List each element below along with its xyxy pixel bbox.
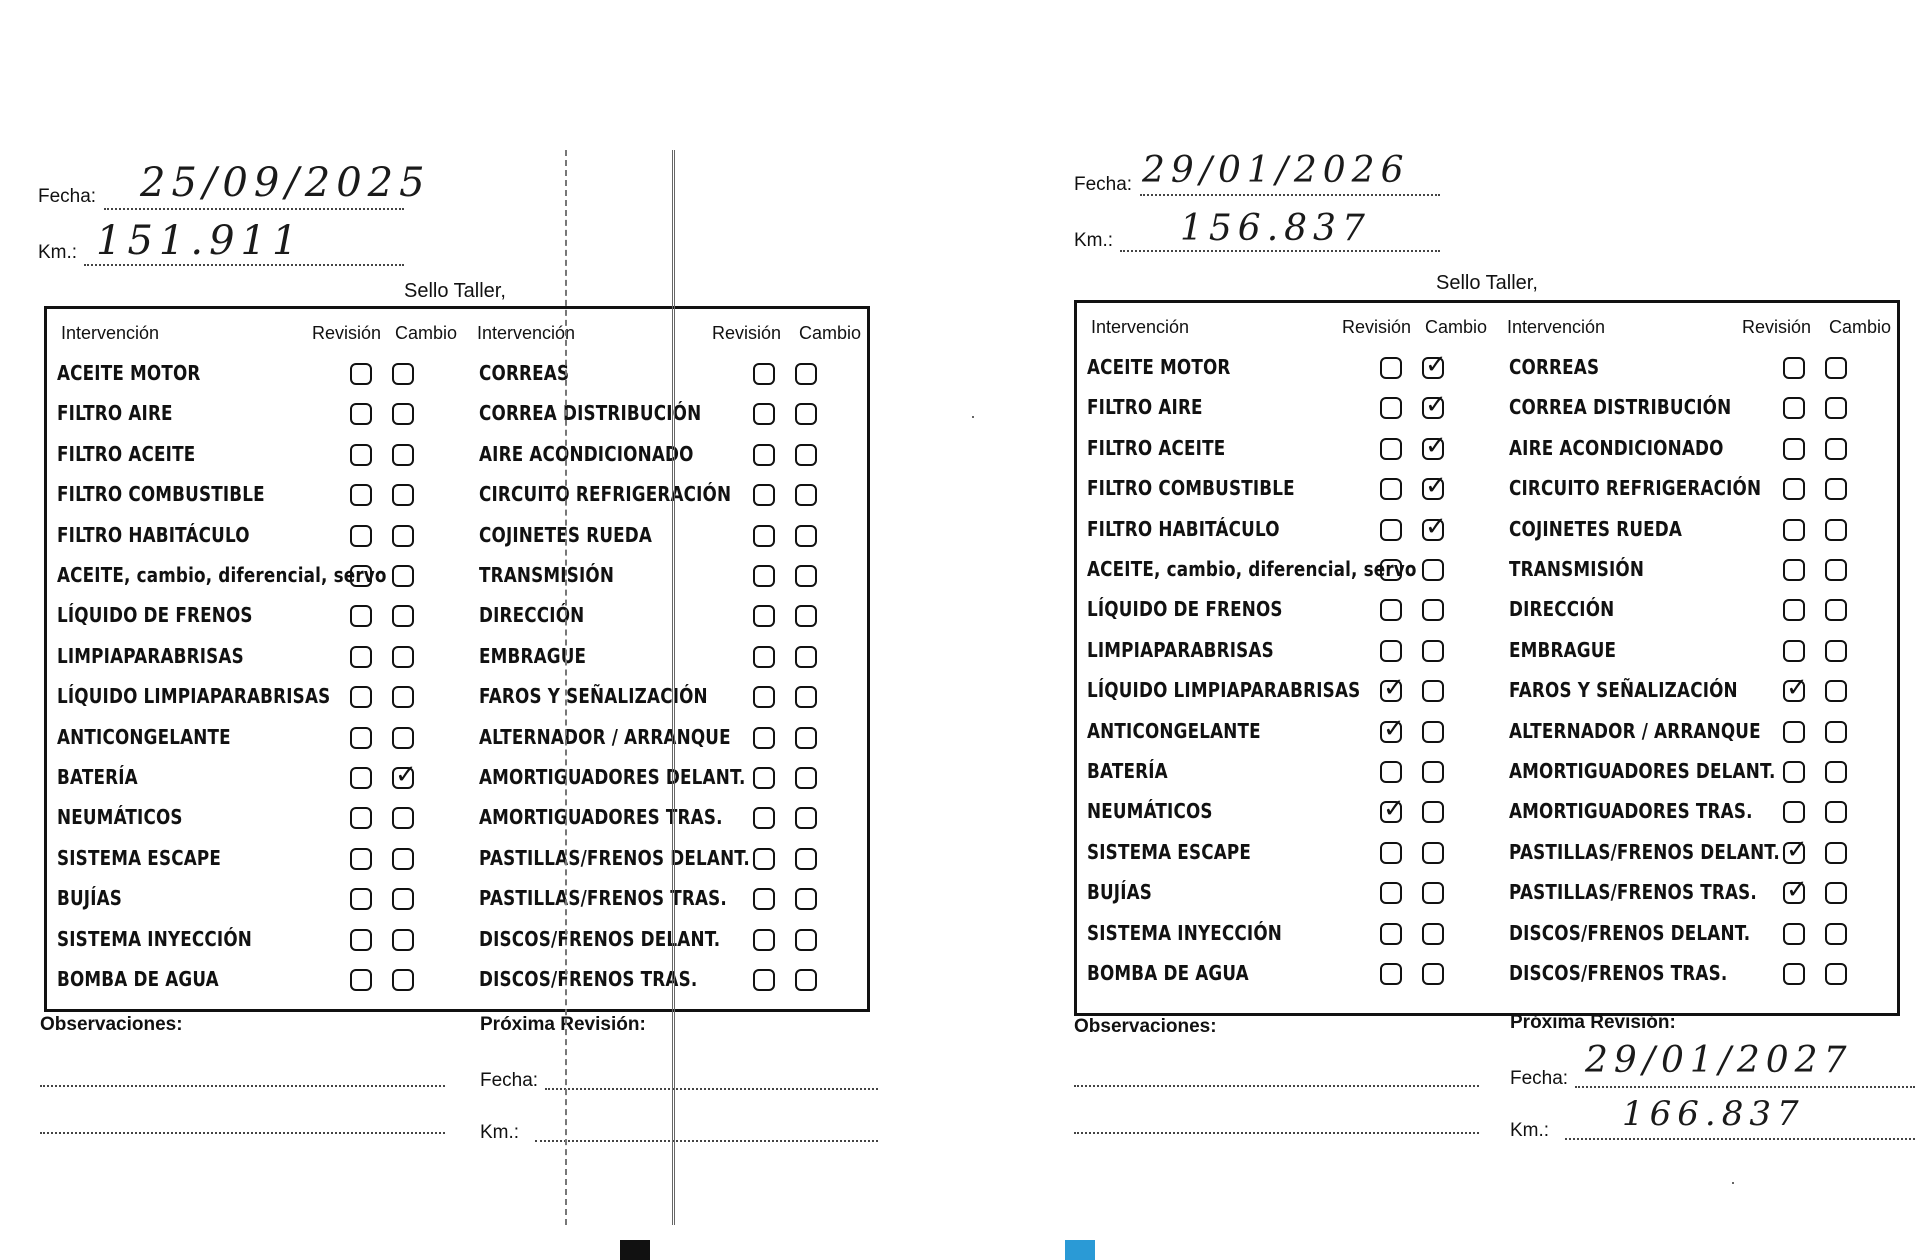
- item-label: LIMPIAPARABRISAS: [57, 643, 244, 668]
- revision-checkbox[interactable]: [1783, 599, 1805, 621]
- checklist-row: [1077, 757, 1897, 789]
- cambio-checkbox[interactable]: [1825, 438, 1847, 460]
- cambio-checkbox[interactable]: [795, 403, 817, 425]
- item-label: AIRE ACONDICIONADO: [1509, 435, 1724, 460]
- revision-checkbox[interactable]: [753, 929, 775, 951]
- cambio-checkbox[interactable]: [795, 605, 817, 627]
- checklist-row: [47, 440, 867, 472]
- checklist-row: [1077, 838, 1897, 870]
- cambio-checkbox[interactable]: [795, 444, 817, 466]
- item-label: FILTRO HABITÁCULO: [57, 522, 250, 547]
- header-intervencion-2: Intervención: [477, 323, 576, 343]
- revision-checkbox[interactable]: [1783, 397, 1805, 419]
- observaciones-label: Observaciones:: [1074, 1016, 1217, 1037]
- header-cambio-2: Cambio: [1829, 317, 1892, 337]
- observaciones-line-1: [40, 1085, 445, 1087]
- checklist-row: [47, 965, 867, 997]
- item-label: LÍQUIDO DE FRENOS: [57, 603, 253, 628]
- corner-mark: [1065, 1240, 1095, 1260]
- revision-checkbox[interactable]: [1783, 519, 1805, 541]
- cambio-checkbox[interactable]: [1825, 842, 1847, 864]
- revision-checkbox[interactable]: [753, 646, 775, 668]
- revision-checkbox[interactable]: [1783, 357, 1805, 379]
- checklist-row: [1077, 474, 1897, 506]
- header-cambio: Cambio: [1425, 317, 1488, 337]
- proxima-revision-label: Próxima Revisión:: [480, 1014, 646, 1035]
- item-label: PASTILLAS/FRENOS DELANT.: [1509, 839, 1780, 864]
- header-intervencion-2: Intervención: [1507, 317, 1606, 337]
- checklist-row: [1077, 797, 1897, 829]
- checklist-row: [47, 561, 867, 593]
- revision-checkbox[interactable]: [1783, 478, 1805, 500]
- item-label: TRANSMISIÓN: [1509, 557, 1645, 581]
- checklist-table: [44, 306, 870, 1012]
- cambio-checkbox[interactable]: [795, 565, 817, 587]
- item-label: BATERÍA: [1087, 759, 1168, 783]
- item-label: ACEITE, cambio, diferencial, servo: [57, 563, 387, 587]
- cambio-checkbox[interactable]: [1825, 923, 1847, 945]
- checklist-row: [47, 359, 867, 391]
- revision-checkbox[interactable]: [753, 444, 775, 466]
- proxima-fecha-line: [1575, 1086, 1915, 1088]
- item-label: BOMBA DE AGUA: [1087, 961, 1249, 985]
- checklist-row: [1077, 515, 1897, 547]
- header-revision-2: Revisión: [712, 323, 782, 343]
- revision-checkbox[interactable]: [753, 686, 775, 708]
- item-label: FAROS Y SEÑALIZACIÓN: [1509, 678, 1738, 703]
- scan-speck: [972, 416, 974, 418]
- proxima-km-label: Km.:: [480, 1122, 520, 1143]
- item-label: FILTRO COMBUSTIBLE: [1087, 476, 1295, 501]
- sello-taller-label: Sello Taller,: [404, 280, 506, 302]
- cambio-checkbox[interactable]: [1825, 559, 1847, 581]
- header-revision: Revisión: [1342, 317, 1412, 337]
- item-label: EMBRAGUE: [1509, 637, 1617, 662]
- item-label: CORREAS: [479, 361, 570, 385]
- item-label: FILTRO AIRE: [57, 401, 173, 426]
- item-label: CORREA DISTRIBUCIÓN: [479, 401, 702, 426]
- item-label: BUJÍAS: [1087, 880, 1153, 905]
- checklist-row: [1077, 959, 1897, 991]
- item-label: CORREAS: [1509, 355, 1600, 379]
- cambio-checkbox[interactable]: [1825, 721, 1847, 743]
- revision-checkbox[interactable]: [1783, 801, 1805, 823]
- revision-checkbox[interactable]: [1783, 963, 1805, 985]
- scan-fold-line: [565, 150, 567, 1225]
- cambio-checkbox[interactable]: [795, 969, 817, 991]
- km-line: [1120, 250, 1440, 252]
- item-label: FILTRO ACEITE: [1087, 435, 1226, 460]
- header-revision-2: Revisión: [1742, 317, 1812, 337]
- checklist-row: [47, 925, 867, 957]
- checklist-row: [1077, 555, 1897, 587]
- observaciones-line-2: [1074, 1132, 1479, 1134]
- checklist-row: [47, 399, 867, 431]
- revision-checkbox[interactable]: [753, 969, 775, 991]
- revision-checkbox[interactable]: [1783, 438, 1805, 460]
- proxima-fecha-value: 29/01/2027: [1585, 1040, 1853, 1081]
- item-label: FILTRO HABITÁCULO: [1087, 516, 1280, 541]
- item-label: CORREA DISTRIBUCIÓN: [1509, 395, 1732, 420]
- item-label: NEUMÁTICOS: [57, 805, 183, 830]
- item-label: EMBRAGUE: [479, 643, 587, 668]
- checklist-row: [47, 723, 867, 755]
- proxima-km-label: Km.:: [1510, 1120, 1550, 1141]
- item-label: ALTERNADOR / ARRANQUE: [479, 724, 731, 749]
- item-label: DIRECCIÓN: [1509, 597, 1615, 622]
- cambio-checkbox[interactable]: [1825, 882, 1847, 904]
- item-label: SISTEMA INYECCIÓN: [1087, 920, 1283, 945]
- cambio-checkbox[interactable]: [795, 484, 817, 506]
- cambio-checkbox[interactable]: [1825, 478, 1847, 500]
- item-label: DISCOS/FRENOS DELANT.: [1509, 920, 1751, 945]
- item-label: FILTRO COMBUSTIBLE: [57, 482, 265, 507]
- revision-checkbox[interactable]: [753, 727, 775, 749]
- item-label: AMORTIGUADORES DELANT.: [479, 765, 746, 789]
- checklist-row: [1077, 717, 1897, 749]
- item-label: ALTERNADOR / ARRANQUE: [1509, 718, 1761, 743]
- revision-checkbox[interactable]: [753, 807, 775, 829]
- checklist-row: [1077, 878, 1897, 910]
- sello-taller-label: Sello Taller,: [1436, 272, 1538, 294]
- cambio-checkbox[interactable]: [1825, 680, 1847, 702]
- observaciones-label: Observaciones:: [40, 1014, 183, 1035]
- revision-checkbox[interactable]: [753, 848, 775, 870]
- proxima-revision-label: Próxima Revisión:: [1510, 1012, 1676, 1033]
- cambio-checkbox[interactable]: [1825, 519, 1847, 541]
- km-label: Km.:: [38, 242, 78, 263]
- revision-checkbox[interactable]: [753, 888, 775, 910]
- item-label: PASTILLAS/FRENOS TRAS.: [479, 886, 727, 911]
- checklist-row: [47, 601, 867, 633]
- proxima-fecha-label: Fecha:: [480, 1070, 539, 1091]
- item-label: LIMPIAPARABRISAS: [1087, 637, 1274, 662]
- fecha-value: 29/01/2026: [1142, 150, 1410, 191]
- cambio-checkbox[interactable]: [795, 888, 817, 910]
- revision-checkbox[interactable]: [1783, 761, 1805, 783]
- checklist-row: [1077, 353, 1897, 385]
- item-label: COJINETES RUEDA: [1509, 516, 1683, 541]
- cambio-checkbox[interactable]: [795, 363, 817, 385]
- item-label: BATERÍA: [57, 765, 138, 789]
- item-label: DISCOS/FRENOS TRAS.: [1509, 961, 1728, 985]
- item-label: SISTEMA ESCAPE: [57, 845, 222, 870]
- revision-checkbox[interactable]: [1783, 680, 1805, 702]
- item-label: DIRECCIÓN: [479, 603, 585, 628]
- checklist-row: [1077, 676, 1897, 708]
- item-label: BOMBA DE AGUA: [57, 967, 219, 991]
- checklist-row: [47, 480, 867, 512]
- km-label: Km.:: [1074, 230, 1114, 251]
- header-revision: Revisión: [312, 323, 382, 343]
- fecha-label: Fecha:: [1074, 174, 1133, 195]
- item-label: ACEITE, cambio, diferencial, servo: [1087, 557, 1417, 581]
- item-label: DISCOS/FRENOS TRAS.: [479, 967, 698, 991]
- revision-checkbox[interactable]: [753, 363, 775, 385]
- item-label: SISTEMA INYECCIÓN: [57, 926, 253, 951]
- revision-checkbox[interactable]: [753, 525, 775, 547]
- item-label: FAROS Y SEÑALIZACIÓN: [479, 684, 708, 709]
- cambio-checkbox[interactable]: [1825, 640, 1847, 662]
- item-label: BUJÍAS: [57, 886, 123, 911]
- fecha-line: [104, 208, 404, 210]
- item-label: AMORTIGUADORES DELANT.: [1509, 759, 1776, 783]
- revision-checkbox[interactable]: [1783, 842, 1805, 864]
- cambio-checkbox[interactable]: [795, 727, 817, 749]
- cambio-checkbox[interactable]: [1825, 761, 1847, 783]
- checklist-row: [1077, 434, 1897, 466]
- item-label: PASTILLAS/FRENOS DELANT.: [479, 845, 750, 870]
- item-label: LÍQUIDO DE FRENOS: [1087, 597, 1283, 622]
- item-label: LÍQUIDO LIMPIAPARABRISAS: [57, 684, 331, 709]
- revision-checkbox[interactable]: [1783, 559, 1805, 581]
- revision-checkbox[interactable]: [1783, 882, 1805, 904]
- proxima-fecha-label: Fecha:: [1510, 1068, 1569, 1089]
- cambio-checkbox[interactable]: [1825, 801, 1847, 823]
- item-label: ACEITE MOTOR: [1087, 355, 1231, 379]
- revision-checkbox[interactable]: [753, 484, 775, 506]
- item-label: COJINETES RUEDA: [479, 522, 653, 547]
- cambio-checkbox[interactable]: [795, 767, 817, 789]
- item-label: AIRE ACONDICIONADO: [479, 441, 694, 466]
- revision-checkbox[interactable]: [753, 605, 775, 627]
- item-label: LÍQUIDO LIMPIAPARABRISAS: [1087, 678, 1361, 703]
- revision-checkbox[interactable]: [753, 403, 775, 425]
- service-card-left: [0, 0, 880, 1260]
- header-cambio-2: Cambio: [799, 323, 862, 343]
- cambio-checkbox[interactable]: [1825, 963, 1847, 985]
- fecha-line: [1140, 194, 1440, 196]
- revision-checkbox[interactable]: [1783, 640, 1805, 662]
- item-label: AMORTIGUADORES TRAS.: [479, 805, 723, 830]
- fecha-label: Fecha:: [38, 186, 97, 207]
- item-label: TRANSMISIÓN: [479, 563, 615, 587]
- header-intervencion: Intervención: [1091, 317, 1190, 337]
- checklist-row: [47, 884, 867, 916]
- cambio-checkbox[interactable]: [795, 525, 817, 547]
- service-card-right: [1030, 0, 1910, 1260]
- item-label: DISCOS/FRENOS DELANT.: [479, 926, 721, 951]
- item-label: AMORTIGUADORES TRAS.: [1509, 799, 1753, 824]
- checklist-row: [1077, 595, 1897, 627]
- header-intervencion: Intervención: [61, 323, 160, 343]
- cambio-checkbox[interactable]: [795, 686, 817, 708]
- proxima-km-line: [1565, 1138, 1915, 1140]
- item-label: FILTRO ACEITE: [57, 441, 196, 466]
- km-line: [84, 264, 404, 266]
- revision-checkbox[interactable]: [1783, 721, 1805, 743]
- item-label: FILTRO AIRE: [1087, 395, 1203, 420]
- checklist-row: [47, 803, 867, 835]
- km-value: 151.911: [96, 218, 304, 264]
- item-label: CIRCUITO REFRIGERACIÓN: [479, 482, 732, 507]
- corner-mark: [620, 1240, 650, 1260]
- scan-fold-line-2: [672, 150, 675, 1225]
- cambio-checkbox[interactable]: [1825, 599, 1847, 621]
- cambio-checkbox[interactable]: [1825, 357, 1847, 379]
- revision-checkbox[interactable]: [753, 767, 775, 789]
- cambio-checkbox[interactable]: [795, 929, 817, 951]
- fecha-value: 25/09/2025: [140, 160, 431, 206]
- item-label: CIRCUITO REFRIGERACIÓN: [1509, 476, 1762, 501]
- cambio-checkbox[interactable]: [795, 646, 817, 668]
- item-label: SISTEMA ESCAPE: [1087, 839, 1252, 864]
- checklist-row: [47, 844, 867, 876]
- checklist-row: [1077, 393, 1897, 425]
- item-label: NEUMÁTICOS: [1087, 799, 1213, 824]
- scan-speck: [1732, 1182, 1734, 1184]
- proxima-fecha-line: [545, 1088, 878, 1090]
- checklist-row: [1077, 919, 1897, 951]
- item-label: ANTICONGELANTE: [1087, 718, 1261, 743]
- cambio-checkbox[interactable]: [795, 807, 817, 829]
- item-label: ANTICONGELANTE: [57, 724, 231, 749]
- item-label: ACEITE MOTOR: [57, 361, 201, 385]
- revision-checkbox[interactable]: [1783, 923, 1805, 945]
- checklist-row: [47, 521, 867, 553]
- proxima-km-line: [535, 1140, 878, 1142]
- revision-checkbox[interactable]: [753, 565, 775, 587]
- checklist-row: [47, 763, 867, 795]
- checklist-table: [1074, 300, 1900, 1016]
- checklist-row: [1077, 636, 1897, 668]
- item-label: PASTILLAS/FRENOS TRAS.: [1509, 880, 1757, 905]
- proxima-km-value: 166.837: [1622, 1094, 1805, 1134]
- checklist-row: [47, 642, 867, 674]
- header-cambio: Cambio: [395, 323, 458, 343]
- observaciones-line-1: [1074, 1085, 1479, 1087]
- checklist-row: [47, 682, 867, 714]
- km-value: 156.837: [1180, 208, 1371, 249]
- observaciones-line-2: [40, 1132, 445, 1134]
- cambio-checkbox[interactable]: [795, 848, 817, 870]
- cambio-checkbox[interactable]: [1825, 397, 1847, 419]
